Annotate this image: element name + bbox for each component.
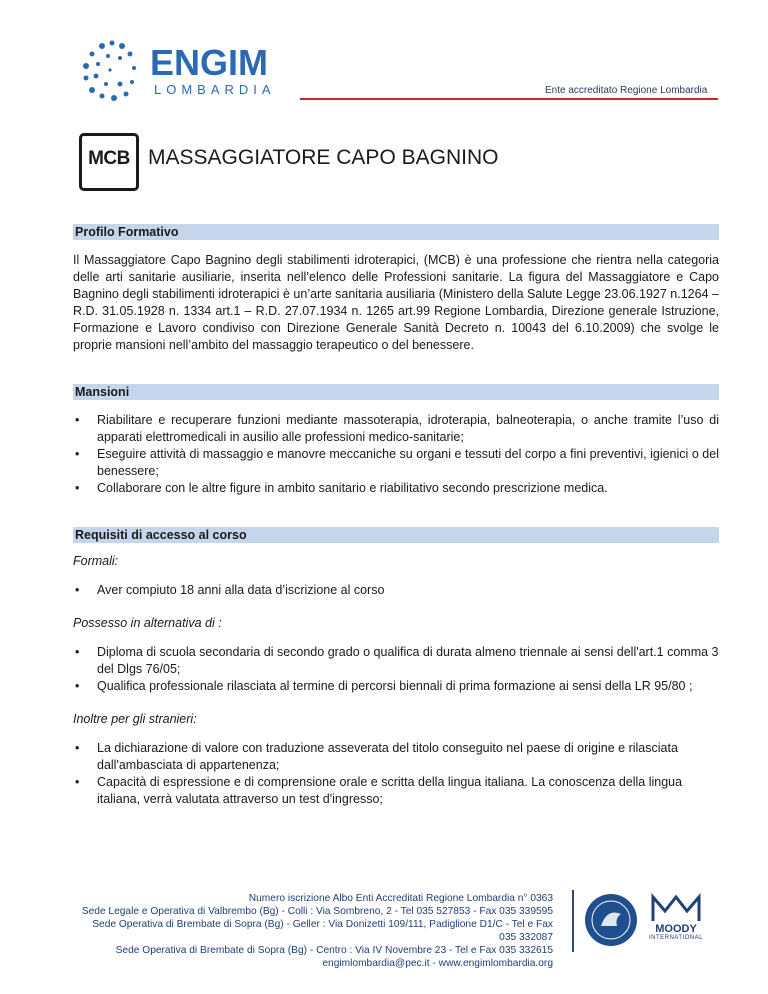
section-heading-requisiti: Requisiti di accesso al corso: [73, 527, 719, 543]
list-item: • Diploma di scuola secondaria di secondo grado o qualifica di durata almeno triennale ai sensi dell'art.1 comma 3 del Dlgs 76/05;: [73, 644, 719, 678]
list-item: • Riabilitare e recuperare funzioni mediante massoterapia, idroterapia, balneoterapia, o anche tramite l’uso di apparati elettromedicali in ausilio alle professioni medico-sanitarie;: [73, 412, 719, 446]
footer-line: Numero iscrizione Albo Enti Accreditati Regione Lombardia n° 0363: [248, 893, 553, 904]
possesso-list: [73, 644, 719, 695]
profilo-paragraph: Il Massaggiatore Capo Bagnino degli stabilimenti idroterapici, (MCB) è una professione che rientra nella categoria delle arti sanitarie ausiliarie, inserita nell’elenco delle Professioni sanitarie. La figura del Massaggiatore e Capo Bagnino degli stabilimenti idroterapici è un’arte sanitaria ausiliaria (Ministero della Salute Legge 23.06.1927 n.1264 – R.D. 31.05.1928 n. 1334 art.1 – R.D. 27.07.1934 n. 1265 art.99 Regione Lombardia, Direzione generale Istruzione, Formazione e Lavoro condiviso con Direzione Generale Sanità Decreto n. 10043 del 6.10.2009) che svolge le proprie mansioni nell’ambito del massaggio terapeutico o del benessere.: [73, 253, 719, 352]
footer-line: Sede Legale e Operativa di Valbrembo (Bg) - Colli : Via Sombreno, 2 - Tel 035 527853 - Fax 035 339595: [81, 906, 553, 917]
moody-mark-icon: [645, 893, 707, 923]
formali-list: [73, 582, 719, 599]
footer-address: [75, 892, 553, 970]
list-item: • Eseguire attività di massaggio e manovre meccaniche su organi e tessuti del corpo a fini preventivi, igienici o del benessere;: [73, 446, 719, 480]
moody-word: MOODY: [655, 923, 697, 935]
formali-label: Formali:: [73, 554, 119, 568]
accredited-note: Ente accreditato Regione Lombardia: [545, 85, 708, 96]
engim-logo: [80, 38, 280, 102]
logo-word: ENGIM: [150, 42, 269, 83]
mcb-badge-text: MCB: [88, 148, 130, 169]
stranieri-list: [73, 740, 719, 808]
section-heading-mansioni: Mansioni: [73, 384, 719, 400]
footer-line: Sede Operativa di Brembate di Sopra (Bg) - Centro : Via IV Novembre 23 - Tel e Fax 035 332615: [115, 945, 553, 956]
footer-divider: [572, 890, 574, 952]
list-item: • Capacità di espressione e di comprensione orale e scritta della lingua italiana. La conoscenza della lingua italiana, verrà valutata attraverso un test d'ingresso;: [73, 774, 719, 808]
moody-logo: [645, 893, 707, 953]
logo-subtitle: LOMBARDIA: [154, 82, 276, 97]
section-heading-profilo: Profilo Formativo: [73, 224, 719, 240]
engim-dots-icon: [80, 38, 150, 102]
course-title: MASSAGGIATORE CAPO BAGNINO: [148, 146, 499, 169]
document-body: [73, 224, 719, 808]
mcb-badge: [79, 133, 139, 191]
footer-contacts[interactable]: engimlombardia@pec.it - www.engimlombardia.org: [322, 958, 553, 969]
list-item: • Aver compiuto 18 anni alla data d’iscrizione al corso: [73, 582, 719, 599]
stranieri-label: Inoltre per gli stranieri:: [73, 712, 197, 726]
moody-international: INTERNATIONAL: [648, 935, 704, 941]
mansioni-list: [73, 412, 719, 497]
list-item: • Qualifica professionale rilasciata al termine di percorsi biennali di prima formazione ai sensi della LR 95/80 ;: [73, 678, 719, 695]
list-item: • La dichiarazione di valore con traduzione asseverata del titolo conseguito nel paese di origine e rilasciata dall'ambasciata di appartenenza;: [73, 740, 719, 774]
accredia-seal-icon: [583, 892, 639, 948]
possesso-label: Possesso in alternativa di :: [73, 616, 222, 630]
header-divider: [300, 98, 718, 100]
list-item: • Collaborare con le altre figure in ambito sanitario e riabilitativo secondo prescrizione medica.: [73, 480, 719, 497]
footer-line: Sede Operativa di Brembate di Sopra (Bg) - Geller : Via Donizetti 109/111, Padiglione D1/C - Tel e Fax 035 332087: [92, 919, 553, 943]
